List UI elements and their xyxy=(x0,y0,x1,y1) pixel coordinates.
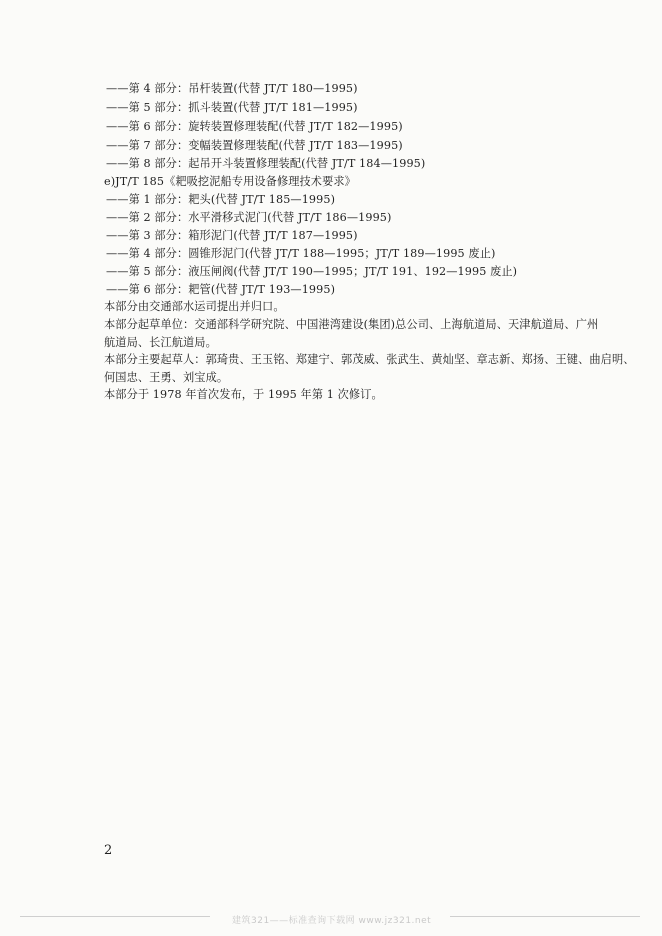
paragraph-drafters-cont: 何国忠、王勇、刘宝成。 xyxy=(104,371,229,384)
paragraph-drafting-units-cont: 航道局、长江航道局。 xyxy=(104,336,217,349)
paragraph-history: 本部分于 1978 年首次发布，于 1995 年第 1 次修订。 xyxy=(104,388,383,401)
footer-rule-right xyxy=(450,916,640,917)
list-item-e-part-3: ——第 3 部分：箱形泥门(代替 JT/T 187—1995) xyxy=(106,229,358,242)
paragraph-drafting-units: 本部分起草单位：交通部科学研究院、中国港湾建设(集团)总公司、上海航道局、天津航道局、广州 xyxy=(104,318,599,331)
list-item-part-4: ——第 4 部分：吊杆装置(代替 JT/T 180—1995) xyxy=(106,82,358,95)
footer-rule-left xyxy=(20,916,210,917)
list-item-e-part-4: ——第 4 部分：圆锥形泥门(代替 JT/T 188—1995；JT/T 189—1995 废止) xyxy=(106,247,496,260)
page-number: 2 xyxy=(104,843,113,858)
list-item-part-5: ——第 5 部分：抓斗装置(代替 JT/T 181—1995) xyxy=(106,101,358,114)
list-item-e-part-1: ——第 1 部分：耙头(代替 JT/T 185—1995) xyxy=(106,193,336,206)
section-heading-e: e)JT/T 185《耙吸挖泥船专用设备修理技术要求》 xyxy=(104,175,356,188)
list-item-part-6: ——第 6 部分：旋转装置修理装配(代替 JT/T 182—1995) xyxy=(106,120,403,133)
list-item-part-7: ——第 7 部分：变幅装置修理装配(代替 JT/T 183—1995) xyxy=(106,139,403,152)
paragraph-proposer: 本部分由交通部水运司提出并归口。 xyxy=(104,300,285,313)
list-item-e-part-5: ——第 5 部分：液压闸阀(代替 JT/T 190—1995；JT/T 191、192—1995 废止) xyxy=(106,265,518,278)
footer-watermark: 建筑321——标准查询下载网 www.jz321.net xyxy=(232,916,432,926)
list-item-e-part-2: ——第 2 部分：水平滑移式泥门(代替 JT/T 186—1995) xyxy=(106,211,392,224)
list-item-part-8: ——第 8 部分：起吊开斗装置修理装配(代替 JT/T 184—1995) xyxy=(106,157,426,170)
list-item-e-part-6: ——第 6 部分：耙管(代替 JT/T 193—1995) xyxy=(106,283,336,296)
paragraph-drafters: 本部分主要起草人：郭琦贵、王玉铭、郑建宁、郭茂威、张武生、黄灿坚、章志新、郑扬、王键、曲启明、 xyxy=(104,353,635,366)
